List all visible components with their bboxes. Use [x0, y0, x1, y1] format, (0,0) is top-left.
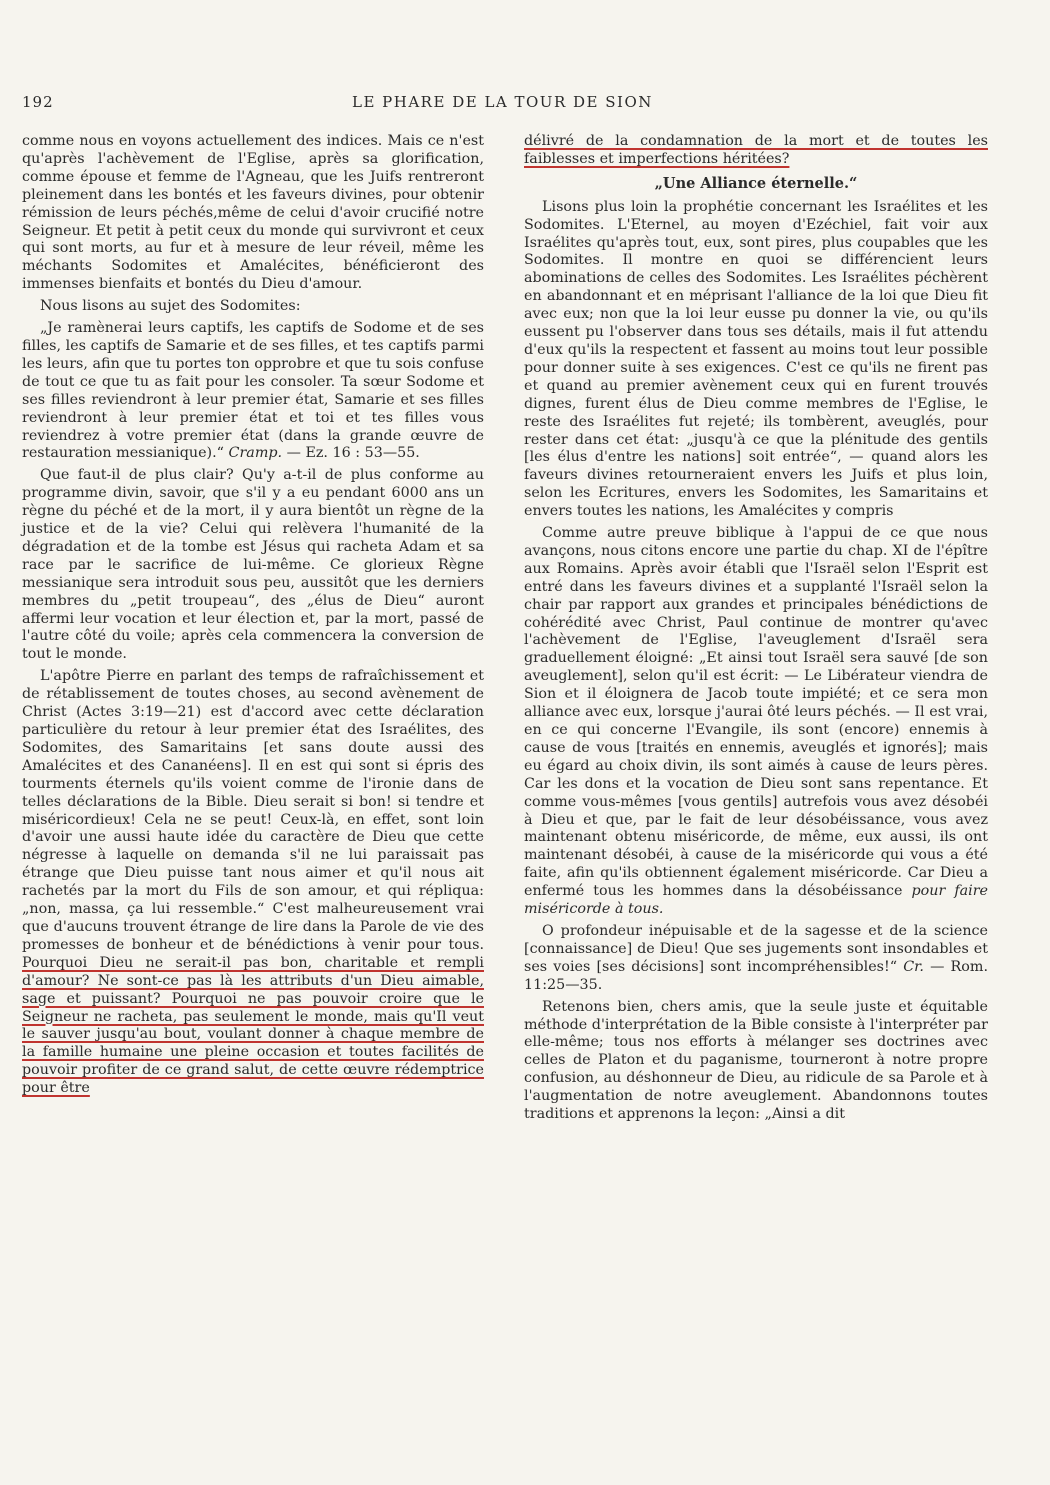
paragraph: Lisons plus loin la prophétie concernant les Israélites et les Sodomites. L'Eternel, au moyen d'Ezéchiel, fait voir aux Israélites qu'après tout, eux, sont pires, plus coupables que les Sodomites. Il montre en quoi se différencient leurs abominations de celles des Sodomites. Les Israélites péchèrent en abandonnant et en méprisant l'alliance de la loi que Dieu fit avec eux; non que la loi leur eusse pu donner la vie, ou qu'ils eussent pu l'observer dans tous ses détails, mais il fut attendu d'eux qu'ils la respectent et fassent au moins tout leur possible pour donner suite à ses exigences. C'est ce qu'ils ne firent pas et quand au premier avènement ceux qui en furent trouvés dignes, furent élus de Dieu comme membres de l'Eglise, le reste des Israélites fut rejeté; ils tombèrent, aveuglés, pour rester dans cet état: „jusqu'à ce que la plénitude des gentils [les élus d'entre les nations] soit entrée“, — quand alors les faveurs divines retourneraient envers les Juifs et plus loin, selon les Ecritures, envers les Sodomites, les Samaritains et envers toutes les nations, les Amalécites y compris — [524, 198, 988, 520]
quote-text: „Je ramènerai leurs captifs, les captifs de Sodome et de ses filles, les captifs de Samarie et de ses filles, et tes captifs parmi les leurs, afin que tu portes ton opprobre et que tu sois confuse de tout ce que tu as fait pour les consoler. Ta sœur Sodome et ses filles reviendront à leur premier état, Samarie et ses filles reviendront à leur premier état et toi et tes filles vous reviendrez à votre premier état (dans la grande œuvre de restauration messianique).“ — [22, 320, 484, 462]
paragraph — [524, 923, 988, 995]
paragraph: comme nous en voyons actuellement des indices. Mais ce n'est qu'après l'achèvement de l'Eglise, après sa glorification, comme épouse et femme de l'Agneau, que les Juifs rentreront pleinement dans les bontés et les faveurs divines, pour obtenir rémission de leurs péchés,même de celui d'avoir crucifié notre Seigneur. Et petit à petit ceux du monde qui survivront et ceux qui sont morts, au fur et à mesure de leur réveil, même les méchants Sodomites et Amalécites, bénéficieront des immenses bienfaits et bontés du Dieu d'amour. — [22, 133, 484, 293]
paragraph-text: Comme autre preuve biblique à l'appui de ce que nous avançons, nous citons encore une partie du chap. XI de l'épître aux Romains. Après avoir établi que l'Israël selon l'Esprit est entré dans les faveurs divines et a supplanté l'Israël selon la chair par rapport aux grandes et principales bénédictions de cohérédité avec Christ, Paul continue de montrer qu'avec l'achèvement de l'Eglise, l'aveuglement d'Israël sera graduellement éloigné: „Et ainsi tout Israël sera sauvé [de son aveuglement], selon qu'il est écrit: — Le Libérateur viendra de Sion et il éloignera de Jacob toute impiété; et ce sera mon alliance avec eux, lorsque j'aurai ôté leurs péchés. — Il est vrai, en ce qui concerne l'Evangile, ils sont (encore) ennemis à cause de vous [traités en ennemis, aveuglés et ignorés]; mais eu égard au choix divin, ils sont aimés à cause de leurs pères. Car les dons et la vocation de Dieu sont sans repentance. Et comme vous-mêmes [vous gentils] autrefois vous avez désobéi à Dieu et que, par le fait de leur désobéissance, vous avez maintenant obtenu miséricorde, de même, eux aussi, ils ont maintenant désobéi, à cause de la miséricorde qui vous a été faite, afin qu'ils obtiennent également miséricorde. Car Dieu a enfermé tous les hommes dans la désobéissance — [524, 525, 988, 900]
paragraph-text: L'apôtre Pierre en parlant des temps de rafraîchissement et de rétablissement de toutes choses, au second avènement de Christ (Actes 3:19—21) est d'accord avec cette déclaration particulière du retour à leur premier état des Israélites, des Sodomites, des Samaritains [et sans doute aussi des Amalécites et des Cananéens]. Il en est qui sont si épris des tourments éternels qu'ils voient comme de l'ironie dans de telles déclarations de la Bible. Dieu serait si bon! si tendre et miséricordieux! Cela ne se peut! Ceux-là, en effet, sont loin d'avoir une aussi haute idée du caractère de Dieu que cette négresse à laquelle on demanda s'il ne lui paraissait pas étrange que Dieu puisse tant nous aimer et qu'il nous ait rachetés par la mort du Fils de son amour, et qui répliqua: „non, massa, ça lui ressemble.“ C'est malheureusement vrai que d'aucuns trouvent étrange de lire dans la Parole de vie des promesses de bonheur et de bénédictions à venir pour tous. — [22, 668, 484, 953]
paragraph-text: O profondeur inépuisable et de la sagesse et de la science [connaissance] de Dieu! Que ses jugements sont insondables et ses voies [ses décisions] sont incompréhensibles!“ — [524, 922, 988, 975]
quote-reference: — Ez. 16 : 53—55. — [286, 445, 420, 462]
italic-text: pour faire miséricorde à tous. — [524, 883, 989, 918]
underlined-passage: délivré de la condamnation de la mort et de toutes les faiblesses et imperfections héritées? — [524, 133, 988, 167]
quote-reference: — Rom. 11:25—35. — [524, 958, 988, 993]
paragraph — [524, 525, 988, 919]
paragraph: Que faut-il de plus clair? Qu'y a-t-il de plus conforme au programme divin, savoir, que s'il y a eu pendant 6000 ans un règne du péché et de la mort, il y aura bientôt un règne de la justice et de la vie? Celui qui relèvera l'humanité de la dégradation et de la tombe est Jésus qui racheta Adam et sa race par le sacrifice de lui-même. Ce glorieux Règne messianique sera introduit sous peu, aussitôt que les derniers membres du „petit troupeau“, des „élus de Dieu“ auront affermi leur vocation et leur élection et, par la mort, passé de l'autre côté du voile; après cela commencera la conversion de tout le monde. — [22, 467, 484, 663]
paragraph: Retenons bien, chers amis, que la seule juste et équitable méthode d'interprétation de la Bible consiste à l'interpréter par elle-même; tous nos efforts à mélanger ses doctrines avec celles de Platon et du paganisme, tourneront à notre propre confusion, au déshonneur de Dieu, au ridicule de sa Parole et à l'augmentation de notre aveuglement. Abandonnons toutes traditions et apprenons la leçon: „Ainsi a dit — [524, 998, 988, 1123]
section-title: „Une Alliance éternelle.“ — [654, 174, 858, 192]
left-column — [22, 133, 484, 1102]
page-header — [22, 93, 1022, 115]
paragraph — [22, 668, 484, 1098]
quote-source: Cramp. — [228, 445, 283, 462]
paragraph — [524, 133, 988, 169]
quote-source: Cr. — [903, 958, 924, 975]
right-column — [524, 133, 988, 1128]
page-number: 192 — [22, 93, 54, 111]
running-title: LE PHARE DE LA TOUR DE SION — [352, 93, 653, 111]
underlined-passage: Pourquoi Dieu ne serait-il pas bon, charitable et rempli d'amour? Ne sont-ce pas là les attributs d'un Dieu aimable, sage et puissant? Pourquoi ne pas pouvoir croire que le Seigneur ne racheta, pas seulement le monde, mais qu'Il veut le sauver jusqu'au bout, voulant donner à chaque membre de la famille humaine une pleine occasion et toutes facilités de pouvoir profiter de ce grand salut, de cette œuvre rédemptrice pour être — [22, 954, 484, 1097]
paragraph: Nous lisons au sujet des Sodomites: — [40, 298, 301, 315]
quote-paragraph — [22, 320, 484, 463]
